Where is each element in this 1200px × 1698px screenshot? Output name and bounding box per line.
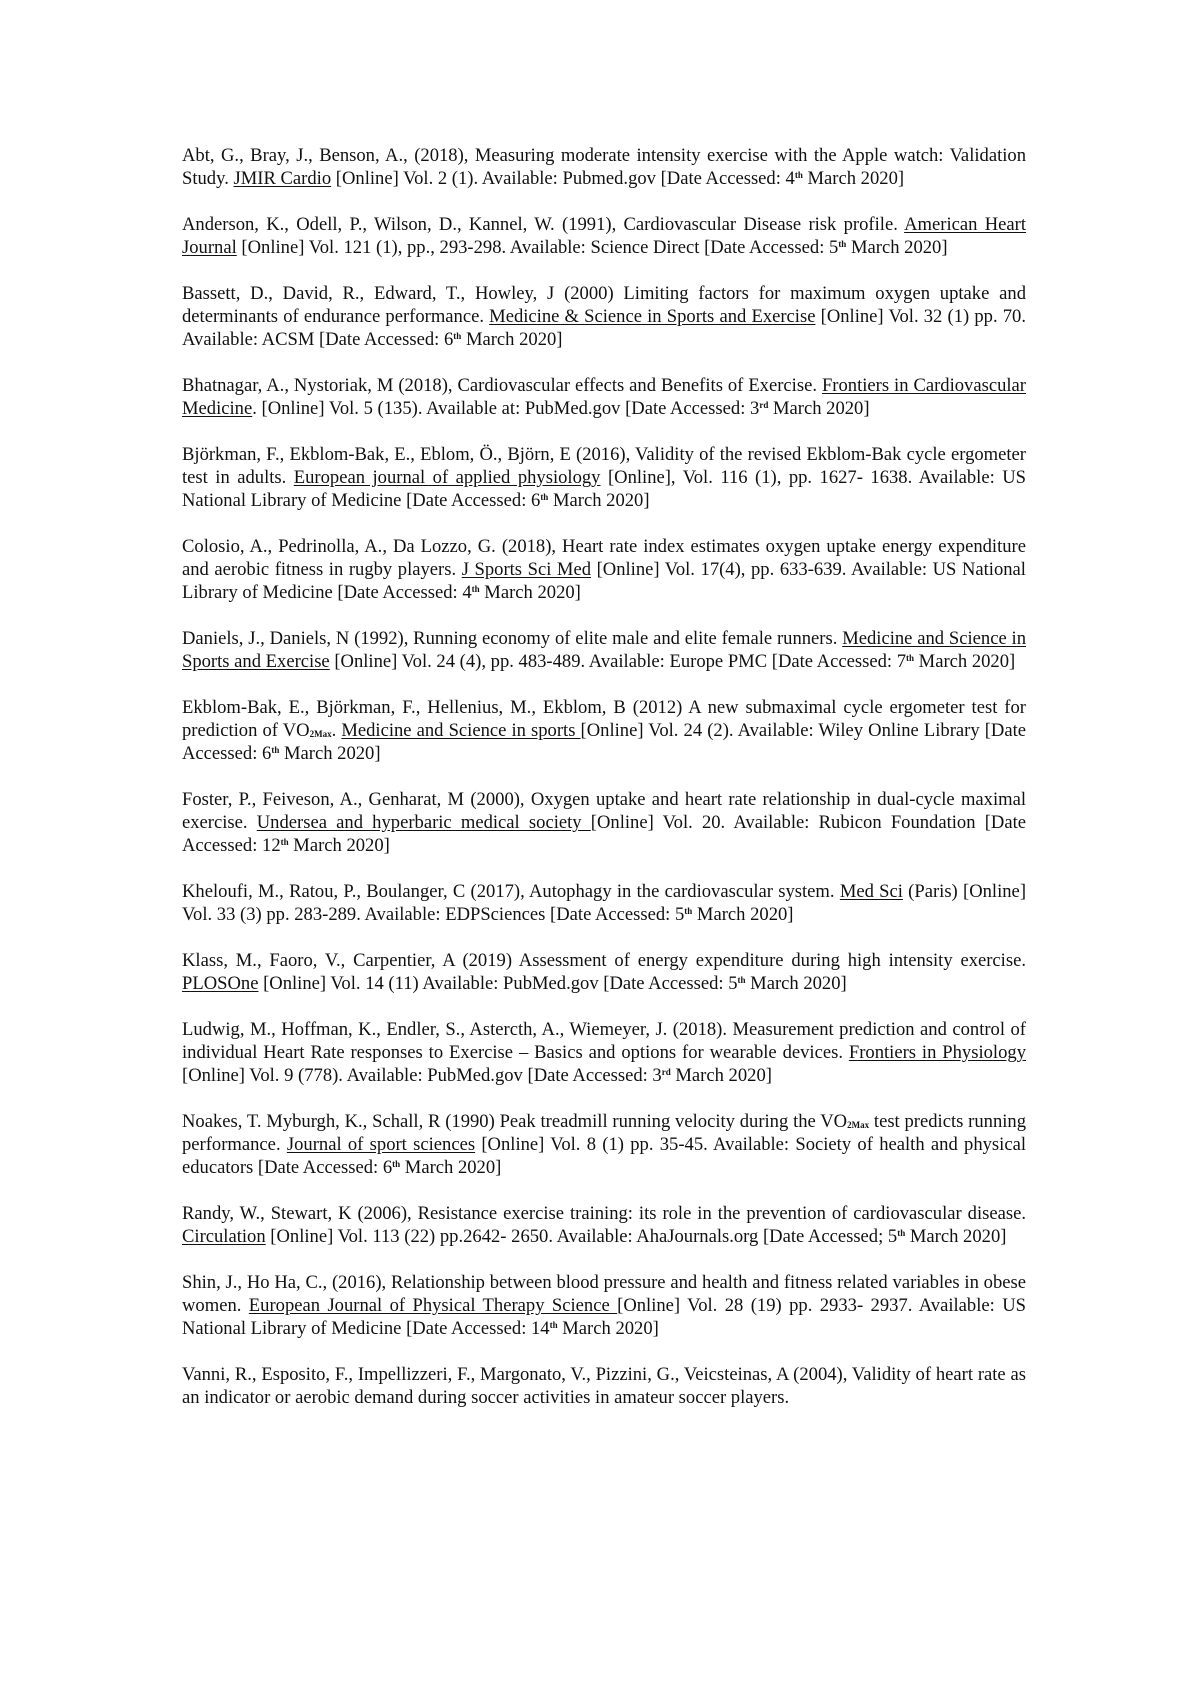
reference-entry bbox=[182, 1202, 1026, 1248]
reference-entry bbox=[182, 1363, 1026, 1409]
reference-authors-title: Noakes, T. Myburgh, K., Schall, R (1990) Peak treadmill running velocity during the VO bbox=[182, 1111, 848, 1132]
reference-list bbox=[182, 144, 1026, 1432]
reference-authors-title: Björkman, F., Ekblom-Bak, E., Eblom, Ö., Björn, E (2016), Validity of the revised Ekblom-Bak cycle ergometer test in adults. bbox=[182, 444, 1026, 488]
journal-name: European Journal of Physical Therapy Science bbox=[248, 1295, 618, 1316]
journal-name: Circulation bbox=[182, 1226, 266, 1247]
journal-name: Medicine and Science in sports bbox=[341, 720, 581, 741]
journal-name: Frontiers in Physiology bbox=[848, 1042, 1026, 1063]
reference-date: March 2020] bbox=[548, 490, 650, 511]
reference-details: [Online] Vol. 17(4), pp. 633-639. Available: US National Library of Medicine [Date Accessed: 4 bbox=[182, 559, 1026, 603]
reference-date: March 2020] bbox=[914, 651, 1016, 672]
reference-details: [Online] Vol. 32 (1) pp. 70. Available: ACSM [Date Accessed: 6 bbox=[182, 306, 1026, 350]
subscript-vo2max: 2Max bbox=[847, 1120, 870, 1130]
reference-authors-title: Kheloufi, M., Ratou, P., Boulanger, C (2017), Autophagy in the cardiovascular system. bbox=[182, 881, 840, 902]
reference-entry bbox=[182, 788, 1026, 857]
journal-name: Undersea and hyperbaric medical society bbox=[256, 812, 591, 833]
reference-details: [Online] Vol. 14 (11) Available: PubMed.gov [Date Accessed: 5 bbox=[258, 973, 738, 994]
reference-date: March 2020] bbox=[288, 835, 390, 856]
journal-name: JMIR Cardio bbox=[233, 168, 332, 189]
reference-details: [Online] Vol. 28 (19) pp. 2933- 2937. Available: US National Library of Medicine [Date Accessed: 14 bbox=[182, 1295, 1026, 1339]
reference-details: [Online] Vol. 113 (22) pp.2642- 2650. Available: AhaJournals.org [Date Accessed; 5 bbox=[265, 1226, 898, 1247]
reference-entry bbox=[182, 535, 1026, 604]
journal-name: Frontiers in Cardiovascular Medicine bbox=[182, 375, 1026, 419]
reference-authors-title-cont: test predicts running performance. bbox=[182, 1111, 1027, 1155]
ordinal-suffix: th bbox=[737, 975, 746, 985]
ordinal-suffix: th bbox=[453, 331, 462, 341]
ordinal-suffix: th bbox=[540, 492, 549, 502]
ordinal-suffix: rd bbox=[759, 400, 769, 410]
journal-name: Med Sci bbox=[839, 881, 903, 902]
reference-entry bbox=[182, 1271, 1026, 1340]
ordinal-suffix: th bbox=[897, 1228, 906, 1238]
reference-authors-title: Ekblom-Bak, E., Björkman, F., Hellenius, M., Ekblom, B (2012) A new submaximal cycle ergometer test for prediction of VO bbox=[182, 697, 1026, 741]
reference-entry bbox=[182, 627, 1026, 673]
reference-entry bbox=[182, 1018, 1026, 1087]
journal-name: European journal of applied physiology bbox=[293, 467, 601, 488]
reference-authors-title: Anderson, K., Odell, P., Wilson, D., Kannel, W. (1991), Cardiovascular Disease risk profile. bbox=[182, 214, 905, 235]
ordinal-suffix: th bbox=[280, 837, 289, 847]
reference-date: March 2020] bbox=[557, 1318, 659, 1339]
subscript-vo2max: 2Max bbox=[309, 729, 332, 739]
journal-name: J Sports Sci Med bbox=[461, 559, 592, 580]
reference-authors-title: Klass, M., Faoro, V., Carpentier, A (2019) Assessment of energy expenditure during high intensity exercise. bbox=[182, 950, 1026, 971]
reference-authors-title-cont: . bbox=[331, 720, 342, 741]
reference-date: March 2020] bbox=[461, 329, 563, 350]
ordinal-suffix: th bbox=[794, 170, 803, 180]
reference-entry bbox=[182, 949, 1026, 995]
reference-authors-title: Randy, W., Stewart, K (2006), Resistance exercise training: its role in the prevention of cardiovascular disease. bbox=[182, 1203, 1026, 1224]
reference-entry bbox=[182, 282, 1026, 351]
reference-entry bbox=[182, 1110, 1026, 1179]
reference-authors-title: Vanni, R., Esposito, F., Impellizzeri, F., Margonato, V., Pizzini, G., Veicsteinas, A (2004), Validity of heart rate as an indicator or aerobic demand during soccer activities in amateur soccer players. bbox=[182, 1364, 1026, 1408]
reference-details: [Online], Vol. 116 (1), pp. 1627- 1638. Available: US National Library of Medicine [Date Accessed: 6 bbox=[182, 467, 1026, 511]
reference-entry bbox=[182, 374, 1026, 420]
ordinal-suffix: th bbox=[838, 239, 847, 249]
reference-date: March 2020] bbox=[400, 1157, 502, 1178]
reference-entry bbox=[182, 213, 1026, 259]
reference-authors-title: Bassett, D., David, R., Edward, T., Howley, J (2000) Limiting factors for maximum oxygen uptake and determinants of endurance performance. bbox=[182, 283, 1026, 327]
reference-authors-title: Foster, P., Feiveson, A., Genharat, M (2000), Oxygen uptake and heart rate relationship in dual-cycle maximal exercise. bbox=[182, 789, 1026, 833]
reference-authors-title: Bhatnagar, A., Nystoriak, M (2018), Cardiovascular effects and Benefits of Exercise. bbox=[182, 375, 822, 396]
ordinal-suffix: th bbox=[271, 745, 280, 755]
reference-date: March 2020] bbox=[846, 237, 948, 258]
reference-date: March 2020] bbox=[692, 904, 794, 925]
journal-name: Journal of sport sciences bbox=[286, 1134, 476, 1155]
reference-date: March 2020] bbox=[279, 743, 381, 764]
reference-date: March 2020] bbox=[768, 398, 870, 419]
reference-date: March 2020] bbox=[670, 1065, 772, 1086]
ordinal-suffix: rd bbox=[661, 1067, 671, 1077]
ordinal-suffix: th bbox=[549, 1320, 558, 1330]
reference-authors-title: Ludwig, M., Hoffman, K., Endler, S., Astercth, A., Wiemeyer, J. (2018). Measurement prediction and control of individual Heart Rate responses to Exercise – Basics and options for wearable devices. bbox=[182, 1019, 1026, 1063]
reference-authors-title: Abt, G., Bray, J., Benson, A., (2018), Measuring moderate intensity exercise with the Apple watch: Validation Study. bbox=[182, 145, 1026, 189]
reference-authors-title: Daniels, J., Daniels, N (1992), Running economy of elite male and elite female runners. bbox=[182, 628, 843, 649]
reference-details: [Online] Vol. 24 (2). Available: Wiley Online Library [Date Accessed: 6 bbox=[182, 720, 1027, 764]
reference-details: [Online] Vol. 20. Available: Rubicon Foundation [Date Accessed: 12 bbox=[182, 812, 1027, 856]
reference-entry bbox=[182, 144, 1026, 190]
reference-details: (Paris) [Online] Vol. 33 (3) pp. 283-289. Available: EDPSciences [Date Accessed: 5 bbox=[182, 881, 1027, 925]
reference-entry bbox=[182, 880, 1026, 926]
journal-name: American Heart Journal bbox=[182, 214, 1026, 258]
reference-date: March 2020] bbox=[479, 582, 581, 603]
journal-name: PLOSOne bbox=[182, 973, 259, 994]
reference-details: [Online] Vol. 24 (4), pp. 483-489. Available: Europe PMC [Date Accessed: 7 bbox=[329, 651, 906, 672]
reference-date: March 2020] bbox=[905, 1226, 1007, 1247]
journal-name: Medicine & Science in Sports and Exercise bbox=[489, 306, 816, 327]
journal-name: Medicine and Science in Sports and Exercise bbox=[182, 628, 1026, 672]
reference-date: March 2020] bbox=[802, 168, 905, 189]
reference-details: [Online] Vol. 2 (1). Available: Pubmed.gov [Date Accessed: 4 bbox=[331, 168, 795, 189]
reference-details: [Online] Vol. 8 (1) pp. 35-45. Available: Society of health and physical educators [Date Accessed: 6 bbox=[182, 1134, 1026, 1178]
reference-entry bbox=[182, 443, 1026, 512]
reference-date: March 2020] bbox=[745, 973, 847, 994]
ordinal-suffix: th bbox=[392, 1159, 401, 1169]
reference-details: . [Online] Vol. 5 (135). Available at: PubMed.gov [Date Accessed: 3 bbox=[252, 398, 760, 419]
reference-details: [Online] Vol. 9 (778). Available: PubMed.gov [Date Accessed: 3 bbox=[182, 1065, 662, 1086]
ordinal-suffix: th bbox=[906, 653, 915, 663]
reference-authors-title: Colosio, A., Pedrinolla, A., Da Lozzo, G. (2018), Heart rate index estimates oxygen uptake energy expenditure and aerobic fitness in rugby players. bbox=[182, 536, 1026, 580]
reference-details: [Online] Vol. 121 (1), pp., 293-298. Available: Science Direct [Date Accessed: 5 bbox=[236, 237, 839, 258]
ordinal-suffix: th bbox=[471, 584, 480, 594]
reference-entry bbox=[182, 696, 1026, 765]
ordinal-suffix: th bbox=[684, 906, 693, 916]
reference-authors-title: Shin, J., Ho Ha, C., (2016), Relationship between blood pressure and health and fitness related variables in obese women. bbox=[182, 1272, 1026, 1316]
